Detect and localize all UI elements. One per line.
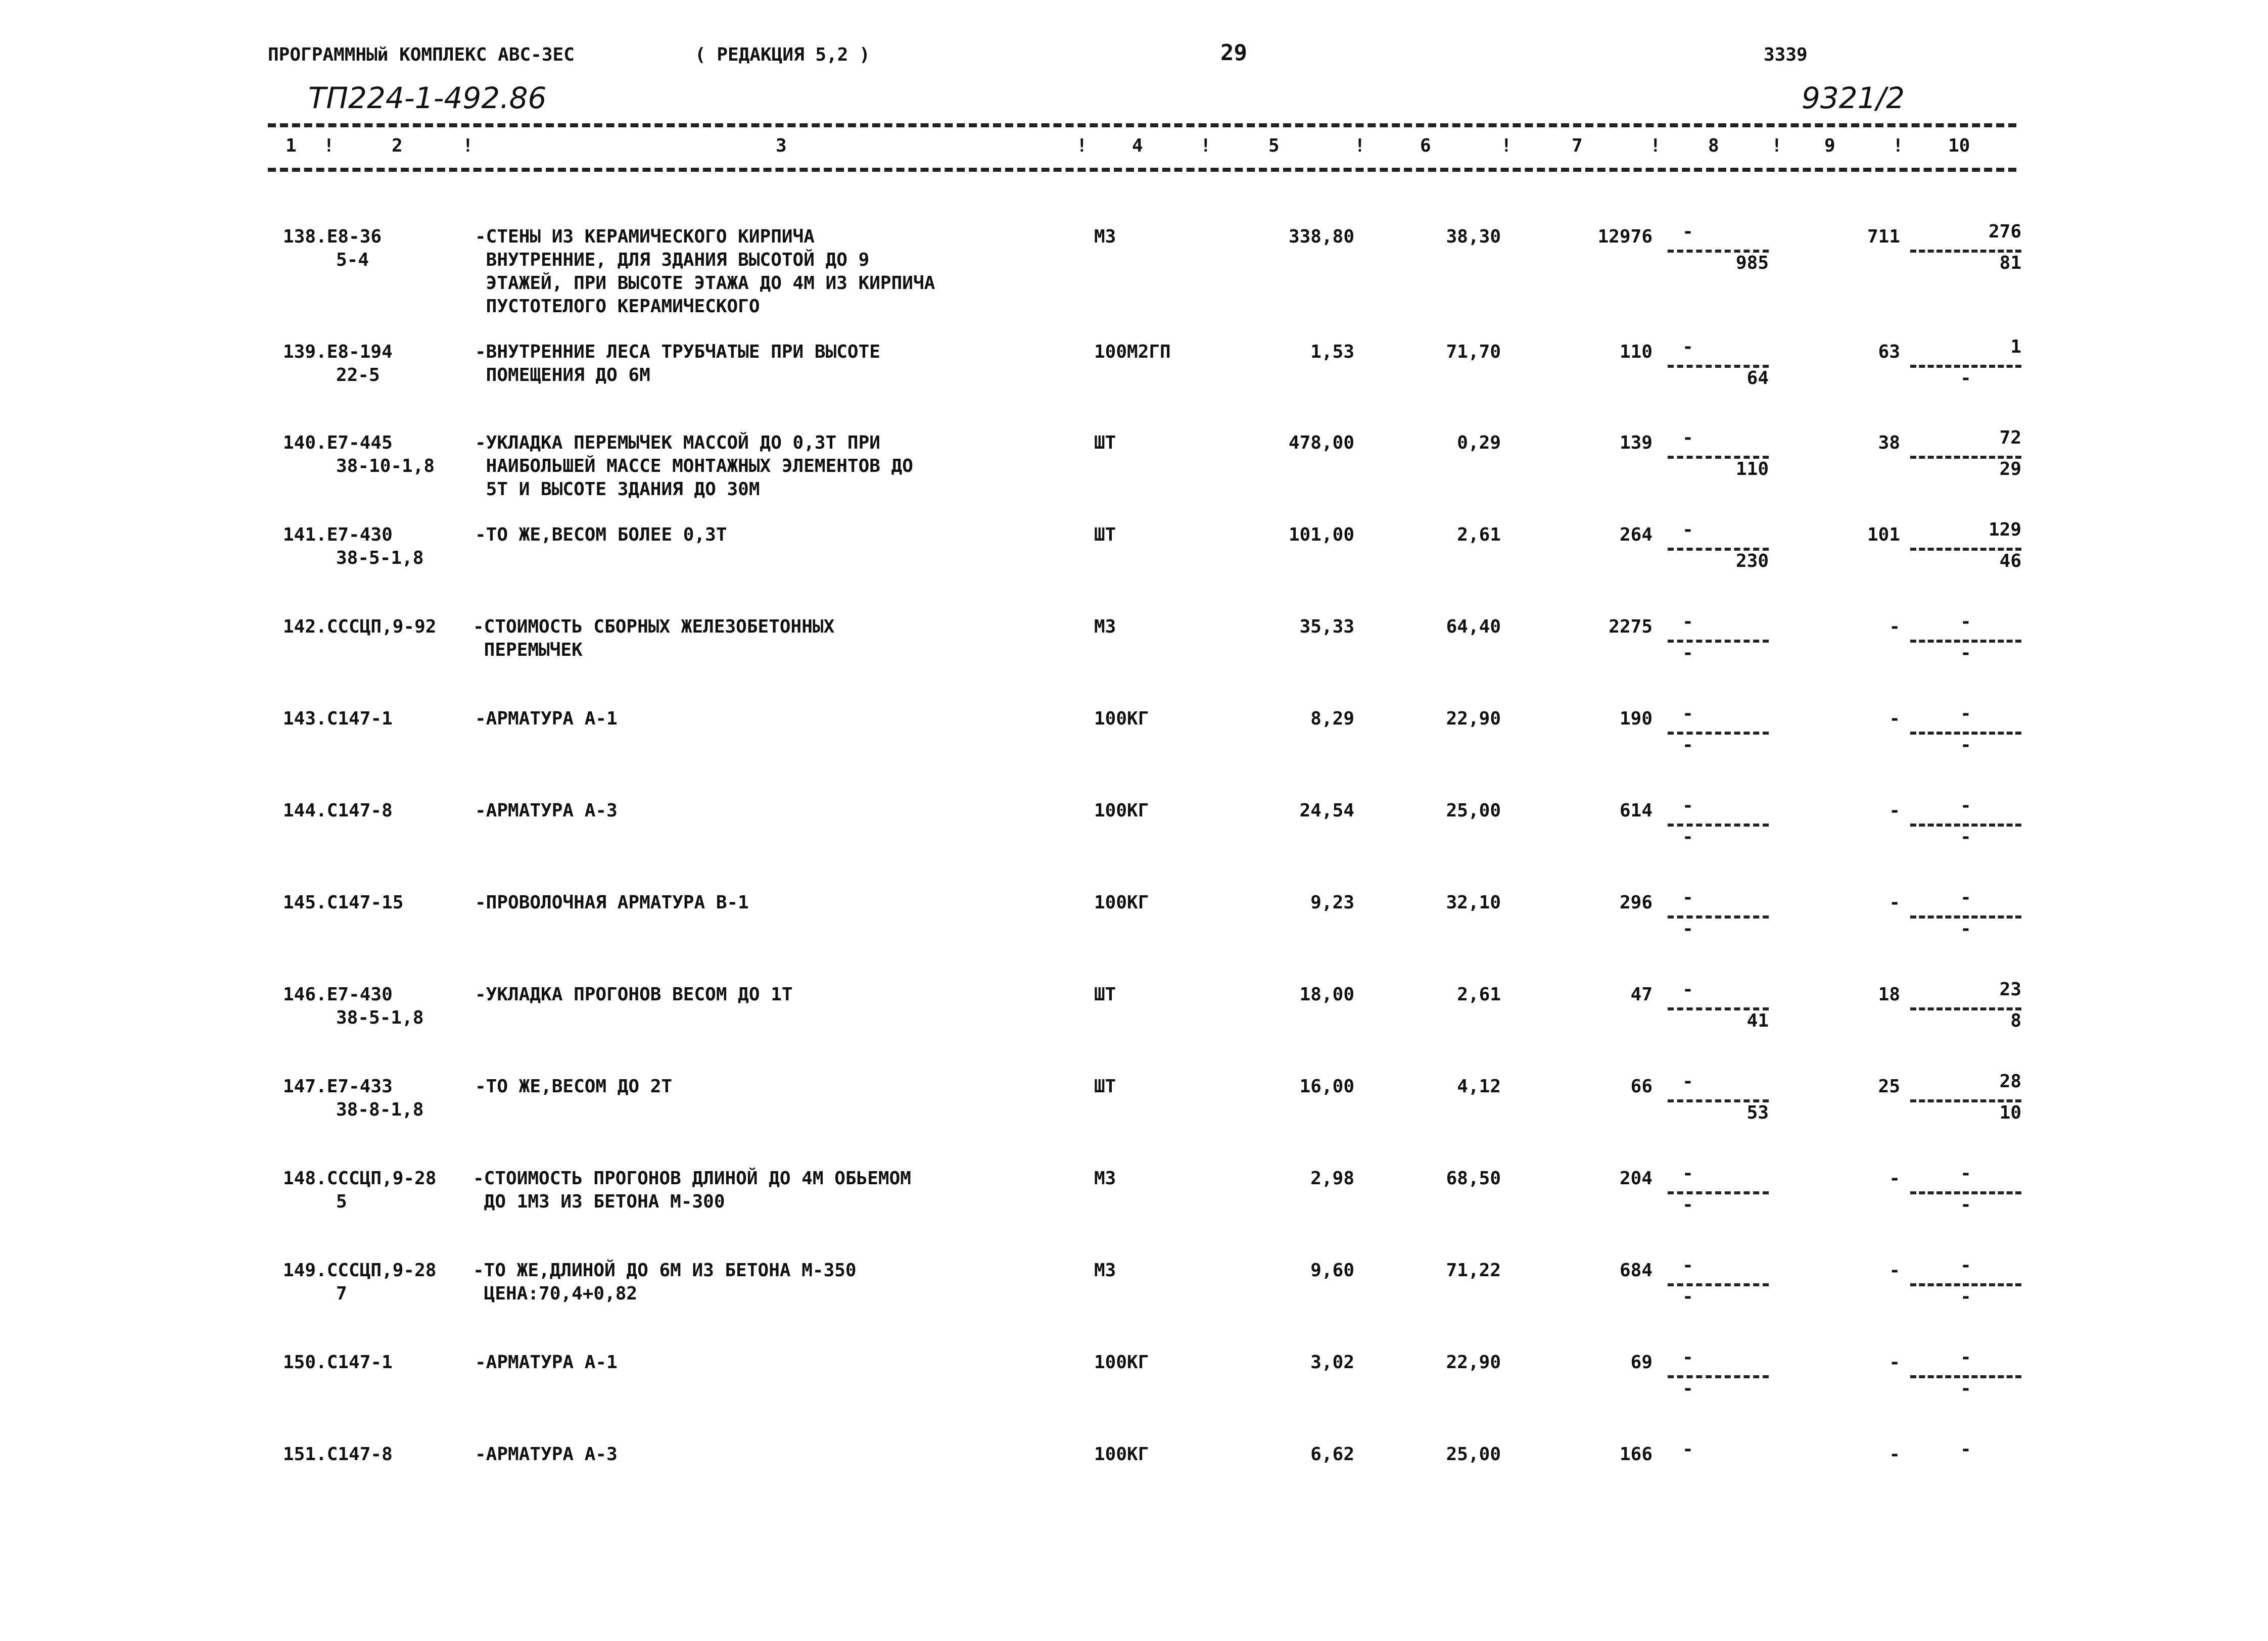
table-row (0, 1439, 2268, 1529)
col8-fraction (1668, 703, 1769, 758)
row-total: 296 (1619, 892, 1652, 913)
table-row (0, 1347, 2268, 1437)
col10-top: 1 (2010, 336, 2021, 357)
col10-bottom: 46 (1999, 551, 2021, 571)
column-number-1: 1 (286, 135, 297, 156)
col8-top: - (1682, 1255, 1693, 1276)
header-rule-bottom (268, 168, 2016, 172)
col8-top: - (1682, 427, 1693, 448)
table-row (0, 519, 2268, 609)
col8-bottom: 53 (1746, 1102, 1769, 1123)
col8-fraction (1668, 887, 1769, 942)
col10-fraction (1910, 1255, 2021, 1310)
row-total: 684 (1619, 1260, 1652, 1281)
row-description-line: 5Т И ВЫСОТЕ ЗДАНИЯ ДО 30М (475, 479, 760, 500)
row-subcode: 38-8-1,8 (336, 1099, 424, 1120)
col8-top: - (1682, 1439, 1693, 1460)
row-col9: 38 (1878, 432, 1900, 453)
program-title: ПРОГРАММНЫй КОМПЛЕКС АВС-ЗЕС (268, 44, 575, 65)
row-subcode: 5 (336, 1191, 347, 1212)
row-quantity: 16,00 (1299, 1076, 1354, 1097)
col10-bottom: - (1960, 827, 1971, 847)
col10-fraction (1910, 795, 2021, 850)
row-description-line: -ТО ЖЕ,ВЕСОМ ДО 2Т (475, 1076, 673, 1097)
row-code: 140.Е7-445 (283, 432, 393, 453)
table-row (0, 427, 2268, 517)
row-description-line: ДО 1М3 ИЗ БЕТОНА М-300 (473, 1191, 725, 1212)
row-subcode: 7 (336, 1283, 347, 1304)
col10-bottom: - (1960, 1378, 1971, 1399)
col8-bottom: - (1682, 1286, 1693, 1307)
col10-bottom: 8 (2010, 1010, 2021, 1031)
col8-bottom: - (1682, 735, 1693, 755)
col10-fraction (1910, 519, 2021, 574)
row-unit-price: 25,00 (1446, 800, 1501, 821)
table-row (0, 336, 2268, 426)
column-separator: ! (1200, 135, 1211, 156)
col10-top: 23 (1999, 979, 2021, 1000)
table-row (0, 795, 2268, 885)
row-total: 190 (1619, 708, 1652, 729)
col10-bottom: - (1960, 919, 1971, 939)
column-separator: ! (1771, 135, 1782, 156)
table-row (0, 979, 2268, 1069)
row-quantity: 9,60 (1310, 1260, 1354, 1281)
row-subcode: 38-10-1,8 (336, 456, 435, 476)
row-total: 166 (1619, 1444, 1652, 1465)
column-number-6: 6 (1420, 135, 1431, 156)
row-unit: М3 (1094, 1168, 1116, 1189)
row-code: 145.С147-15 (283, 892, 404, 913)
row-unit-price: 71,70 (1446, 342, 1501, 362)
col8-top: - (1682, 221, 1693, 242)
row-col9: - (1889, 892, 1900, 913)
project-number: ТП224-1-492.86 (308, 81, 547, 115)
table-row (0, 887, 2268, 977)
row-description-line: ЭТАЖЕЙ, ПРИ ВЫСОТЕ ЭТАЖА ДО 4М ИЗ КИРПИЧА (475, 273, 935, 294)
row-col9: 101 (1867, 524, 1900, 545)
row-col9: - (1889, 708, 1900, 729)
row-unit: 100КГ (1094, 708, 1149, 729)
col8-fraction (1668, 427, 1769, 482)
col8-top: - (1682, 795, 1693, 816)
col10-fraction (1910, 1071, 2021, 1126)
row-unit: ШТ (1094, 1076, 1116, 1097)
row-total: 614 (1619, 800, 1652, 821)
col10-top: 129 (1988, 519, 2021, 540)
col8-fraction (1668, 519, 1769, 574)
row-col9: - (1889, 1352, 1900, 1373)
row-description-line: ПОМЕЩЕНИЯ ДО 6М (475, 365, 650, 385)
column-number-2: 2 (392, 135, 403, 156)
col10-fraction (1910, 611, 2021, 666)
col10-top: 28 (1999, 1071, 2021, 1092)
row-unit-price: 32,10 (1446, 892, 1501, 913)
row-description-line: -АРМАТУРА А-1 (475, 1352, 618, 1373)
row-col9: 711 (1867, 226, 1900, 247)
col8-top: - (1682, 1347, 1693, 1368)
row-quantity: 35,33 (1299, 616, 1354, 637)
table-row (0, 703, 2268, 793)
col10-top: 276 (1988, 221, 2021, 242)
row-quantity: 8,29 (1310, 708, 1354, 729)
column-number-9: 9 (1824, 135, 1835, 156)
row-unit-price: 2,61 (1457, 984, 1501, 1005)
row-description-line: -УКЛАДКА ПЕРЕМЫЧЕК МАССОЙ ДО 0,3Т ПРИ (475, 432, 880, 453)
column-number-7: 7 (1572, 135, 1583, 156)
col10-top: - (1960, 1255, 1971, 1276)
col10-bottom: - (1960, 735, 1971, 755)
header-rule-top (268, 123, 2016, 127)
row-code: 143.С147-1 (283, 708, 393, 729)
column-number-8: 8 (1708, 135, 1719, 156)
col8-bottom: 985 (1735, 253, 1769, 273)
col10-bottom: - (1960, 368, 1971, 389)
row-col9: - (1889, 1168, 1900, 1189)
row-code: 138.Е8-36 (283, 226, 382, 247)
row-subcode: 38-5-1,8 (336, 548, 424, 568)
col10-bottom: - (1960, 1286, 1971, 1307)
row-total: 69 (1630, 1352, 1652, 1373)
row-code: 147.Е7-433 (283, 1076, 393, 1097)
col8-bottom: 64 (1746, 368, 1769, 389)
col10-bottom: - (1960, 643, 1971, 663)
row-code: 141.Е7-430 (283, 524, 393, 545)
column-separator: ! (1501, 135, 1512, 156)
row-description-line: -СТОИМОСТЬ ПРОГОНОВ ДЛИНОЙ ДО 4М ОБЬЕМОМ (473, 1168, 911, 1189)
row-quantity: 3,02 (1310, 1352, 1354, 1373)
row-col9: 63 (1878, 342, 1900, 362)
row-subcode: 5-4 (336, 250, 369, 270)
col10-top: - (1960, 1347, 1971, 1368)
row-col9: - (1889, 1444, 1900, 1465)
row-unit: 100КГ (1094, 892, 1149, 913)
col8-bottom: 41 (1746, 1010, 1769, 1031)
col10-fraction (1910, 1347, 2021, 1402)
col8-fraction (1668, 1347, 1769, 1402)
col10-fraction (1910, 979, 2021, 1034)
document-code: 3339 (1764, 44, 1808, 65)
column-separator: ! (1893, 135, 1904, 156)
col8-fraction (1668, 1439, 1769, 1493)
row-quantity: 24,54 (1299, 800, 1354, 821)
row-description-line: ПЕРЕМЫЧЕК (473, 640, 583, 660)
row-code: 149.СССЦП,9-28 (283, 1260, 437, 1281)
row-description-line: -СТОИМОСТЬ СБОРНЫХ ЖЕЛЕЗОБЕТОННЫХ (473, 616, 835, 637)
column-number-3: 3 (776, 135, 787, 156)
row-unit: 100КГ (1094, 1444, 1149, 1465)
row-unit: ШТ (1094, 984, 1116, 1005)
row-description-line: ЦЕНА:70,4+0,82 (473, 1283, 638, 1304)
col8-fraction (1668, 1255, 1769, 1310)
column-separator: ! (323, 135, 335, 156)
row-quantity: 9,23 (1310, 892, 1354, 913)
table-row (0, 1255, 2268, 1345)
row-code: 139.Е8-194 (283, 342, 393, 362)
table-row (0, 611, 2268, 701)
row-unit: М3 (1094, 1260, 1116, 1281)
col10-fraction (1910, 1439, 2021, 1493)
row-total: 110 (1619, 342, 1652, 362)
row-total: 47 (1630, 984, 1652, 1005)
row-description-line: ПУСТОТЕЛОГО КЕРАМИЧЕСКОГО (475, 296, 760, 317)
col8-top: - (1682, 703, 1693, 724)
col10-bottom: 10 (1999, 1102, 2021, 1123)
row-total: 264 (1619, 524, 1652, 545)
col8-bottom: 110 (1735, 459, 1769, 479)
row-quantity: 101,00 (1288, 524, 1354, 545)
row-quantity: 478,00 (1288, 432, 1354, 453)
col8-bottom: - (1682, 1378, 1693, 1399)
row-code: 148.СССЦП,9-28 (283, 1168, 437, 1189)
row-col9: 18 (1878, 984, 1900, 1005)
col10-top: - (1960, 795, 1971, 816)
row-description-line: -АРМАТУРА А-1 (475, 708, 618, 729)
row-col9: - (1889, 1260, 1900, 1281)
row-quantity: 6,62 (1310, 1444, 1354, 1465)
table-row (0, 1071, 2268, 1161)
row-unit-price: 25,00 (1446, 1444, 1501, 1465)
row-quantity: 1,53 (1310, 342, 1354, 362)
col10-top: - (1960, 1163, 1971, 1184)
row-total: 2275 (1609, 616, 1652, 637)
col8-fraction (1668, 1071, 1769, 1126)
row-col9: - (1889, 616, 1900, 637)
col8-fraction (1668, 221, 1769, 276)
col8-top: - (1682, 611, 1693, 632)
row-unit: 100КГ (1094, 800, 1149, 821)
col8-top: - (1682, 979, 1693, 1000)
row-unit-price: 22,90 (1446, 708, 1501, 729)
row-unit: М3 (1094, 616, 1116, 637)
col8-bottom: - (1682, 919, 1693, 939)
col8-top: - (1682, 519, 1693, 540)
col10-bottom: 29 (1999, 459, 2021, 479)
col10-fraction (1910, 221, 2021, 276)
row-description-line: ВНУТРЕННИЕ, ДЛЯ ЗДАНИЯ ВЫСОТОЙ ДО 9 (475, 250, 870, 270)
row-unit-price: 22,90 (1446, 1352, 1501, 1373)
column-number-4: 4 (1132, 135, 1143, 156)
row-unit: ШТ (1094, 432, 1116, 453)
row-unit-price: 4,12 (1457, 1076, 1501, 1097)
column-number-10: 10 (1948, 135, 1970, 156)
row-description-line: НАИБОЛЬШЕЙ МАССЕ МОНТАЖНЫХ ЭЛЕМЕНТОВ ДО (475, 456, 913, 476)
col10-fraction (1910, 336, 2021, 391)
col8-bottom: 230 (1735, 551, 1769, 571)
col8-top: - (1682, 1163, 1693, 1184)
row-description-line: -ПРОВОЛОЧНАЯ АРМАТУРА В-1 (475, 892, 749, 913)
col10-top: - (1960, 1439, 1971, 1460)
col10-bottom: 81 (1999, 253, 2021, 273)
row-code: 150.С147-1 (283, 1352, 393, 1373)
column-separator: ! (462, 135, 474, 156)
col10-fraction (1910, 887, 2021, 942)
row-description-line: -ВНУТРЕННИЕ ЛЕСА ТРУБЧАТЫЕ ПРИ ВЫСОТЕ (475, 342, 880, 362)
row-unit: 100М2ГП (1094, 342, 1171, 362)
col8-bottom: - (1682, 1194, 1693, 1215)
col10-top: - (1960, 611, 1971, 632)
row-unit-price: 2,61 (1457, 524, 1501, 545)
row-col9: 25 (1878, 1076, 1900, 1097)
col8-top: - (1682, 887, 1693, 908)
row-unit-price: 68,50 (1446, 1168, 1501, 1189)
row-unit-price: 71,22 (1446, 1260, 1501, 1281)
col8-fraction (1668, 979, 1769, 1034)
row-code: 144.С147-8 (283, 800, 393, 821)
col8-bottom: - (1682, 643, 1693, 663)
row-total: 66 (1630, 1076, 1652, 1097)
row-quantity: 338,80 (1288, 226, 1354, 247)
row-unit: 100КГ (1094, 1352, 1149, 1373)
col10-fraction (1910, 1163, 2021, 1218)
row-subcode: 22-5 (336, 365, 380, 385)
row-subcode: 38-5-1,8 (336, 1007, 424, 1028)
row-description-line: -ТО ЖЕ,ДЛИНОЙ ДО 6М ИЗ БЕТОНА М-350 (473, 1260, 857, 1281)
row-code: 146.Е7-430 (283, 984, 393, 1005)
row-description-line: -УКЛАДКА ПРОГОНОВ ВЕСОМ ДО 1Т (475, 984, 793, 1005)
row-description-line: -АРМАТУРА А-3 (475, 1444, 618, 1465)
page-number: 29 (1220, 40, 1247, 66)
column-separator: ! (1650, 135, 1661, 156)
col8-bottom: - (1682, 827, 1693, 847)
col10-fraction (1910, 703, 2021, 758)
row-description-line: -АРМАТУРА А-3 (475, 800, 618, 821)
column-separator: ! (1076, 135, 1088, 156)
row-code: 142.СССЦП,9-92 (283, 616, 437, 637)
row-unit-price: 0,29 (1457, 432, 1501, 453)
col8-fraction (1668, 795, 1769, 850)
row-quantity: 18,00 (1299, 984, 1354, 1005)
col8-top: - (1682, 1071, 1693, 1092)
row-total: 139 (1619, 432, 1652, 453)
album-number: 9321/2 (1802, 81, 1905, 115)
row-quantity: 2,98 (1310, 1168, 1354, 1189)
col8-fraction (1668, 336, 1769, 391)
row-unit-price: 38,30 (1446, 226, 1501, 247)
col8-top: - (1682, 336, 1693, 357)
row-code: 151.С147-8 (283, 1444, 393, 1465)
row-total: 204 (1619, 1168, 1652, 1189)
row-unit: ШТ (1094, 524, 1116, 545)
col10-top: 72 (1999, 427, 2021, 448)
row-total: 12976 (1597, 226, 1652, 247)
col10-bottom: - (1960, 1194, 1971, 1215)
row-col9: - (1889, 800, 1900, 821)
row-description-line: -ТО ЖЕ,ВЕСОМ БОЛЕЕ 0,3Т (475, 524, 727, 545)
table-row (0, 221, 2268, 317)
row-unit: М3 (1094, 226, 1116, 247)
column-separator: ! (1354, 135, 1365, 156)
col10-top: - (1960, 887, 1971, 908)
row-unit-price: 64,40 (1446, 616, 1501, 637)
column-number-5: 5 (1268, 135, 1280, 156)
col10-top: - (1960, 703, 1971, 724)
row-description-line: -СТЕНЫ ИЗ КЕРАМИЧЕСКОГО КИРПИЧА (475, 226, 815, 247)
col10-fraction (1910, 427, 2021, 482)
edition-label: ( РЕДАКЦИЯ 5,2 ) (695, 44, 870, 65)
col8-fraction (1668, 611, 1769, 666)
col8-fraction (1668, 1163, 1769, 1218)
table-row (0, 1163, 2268, 1253)
